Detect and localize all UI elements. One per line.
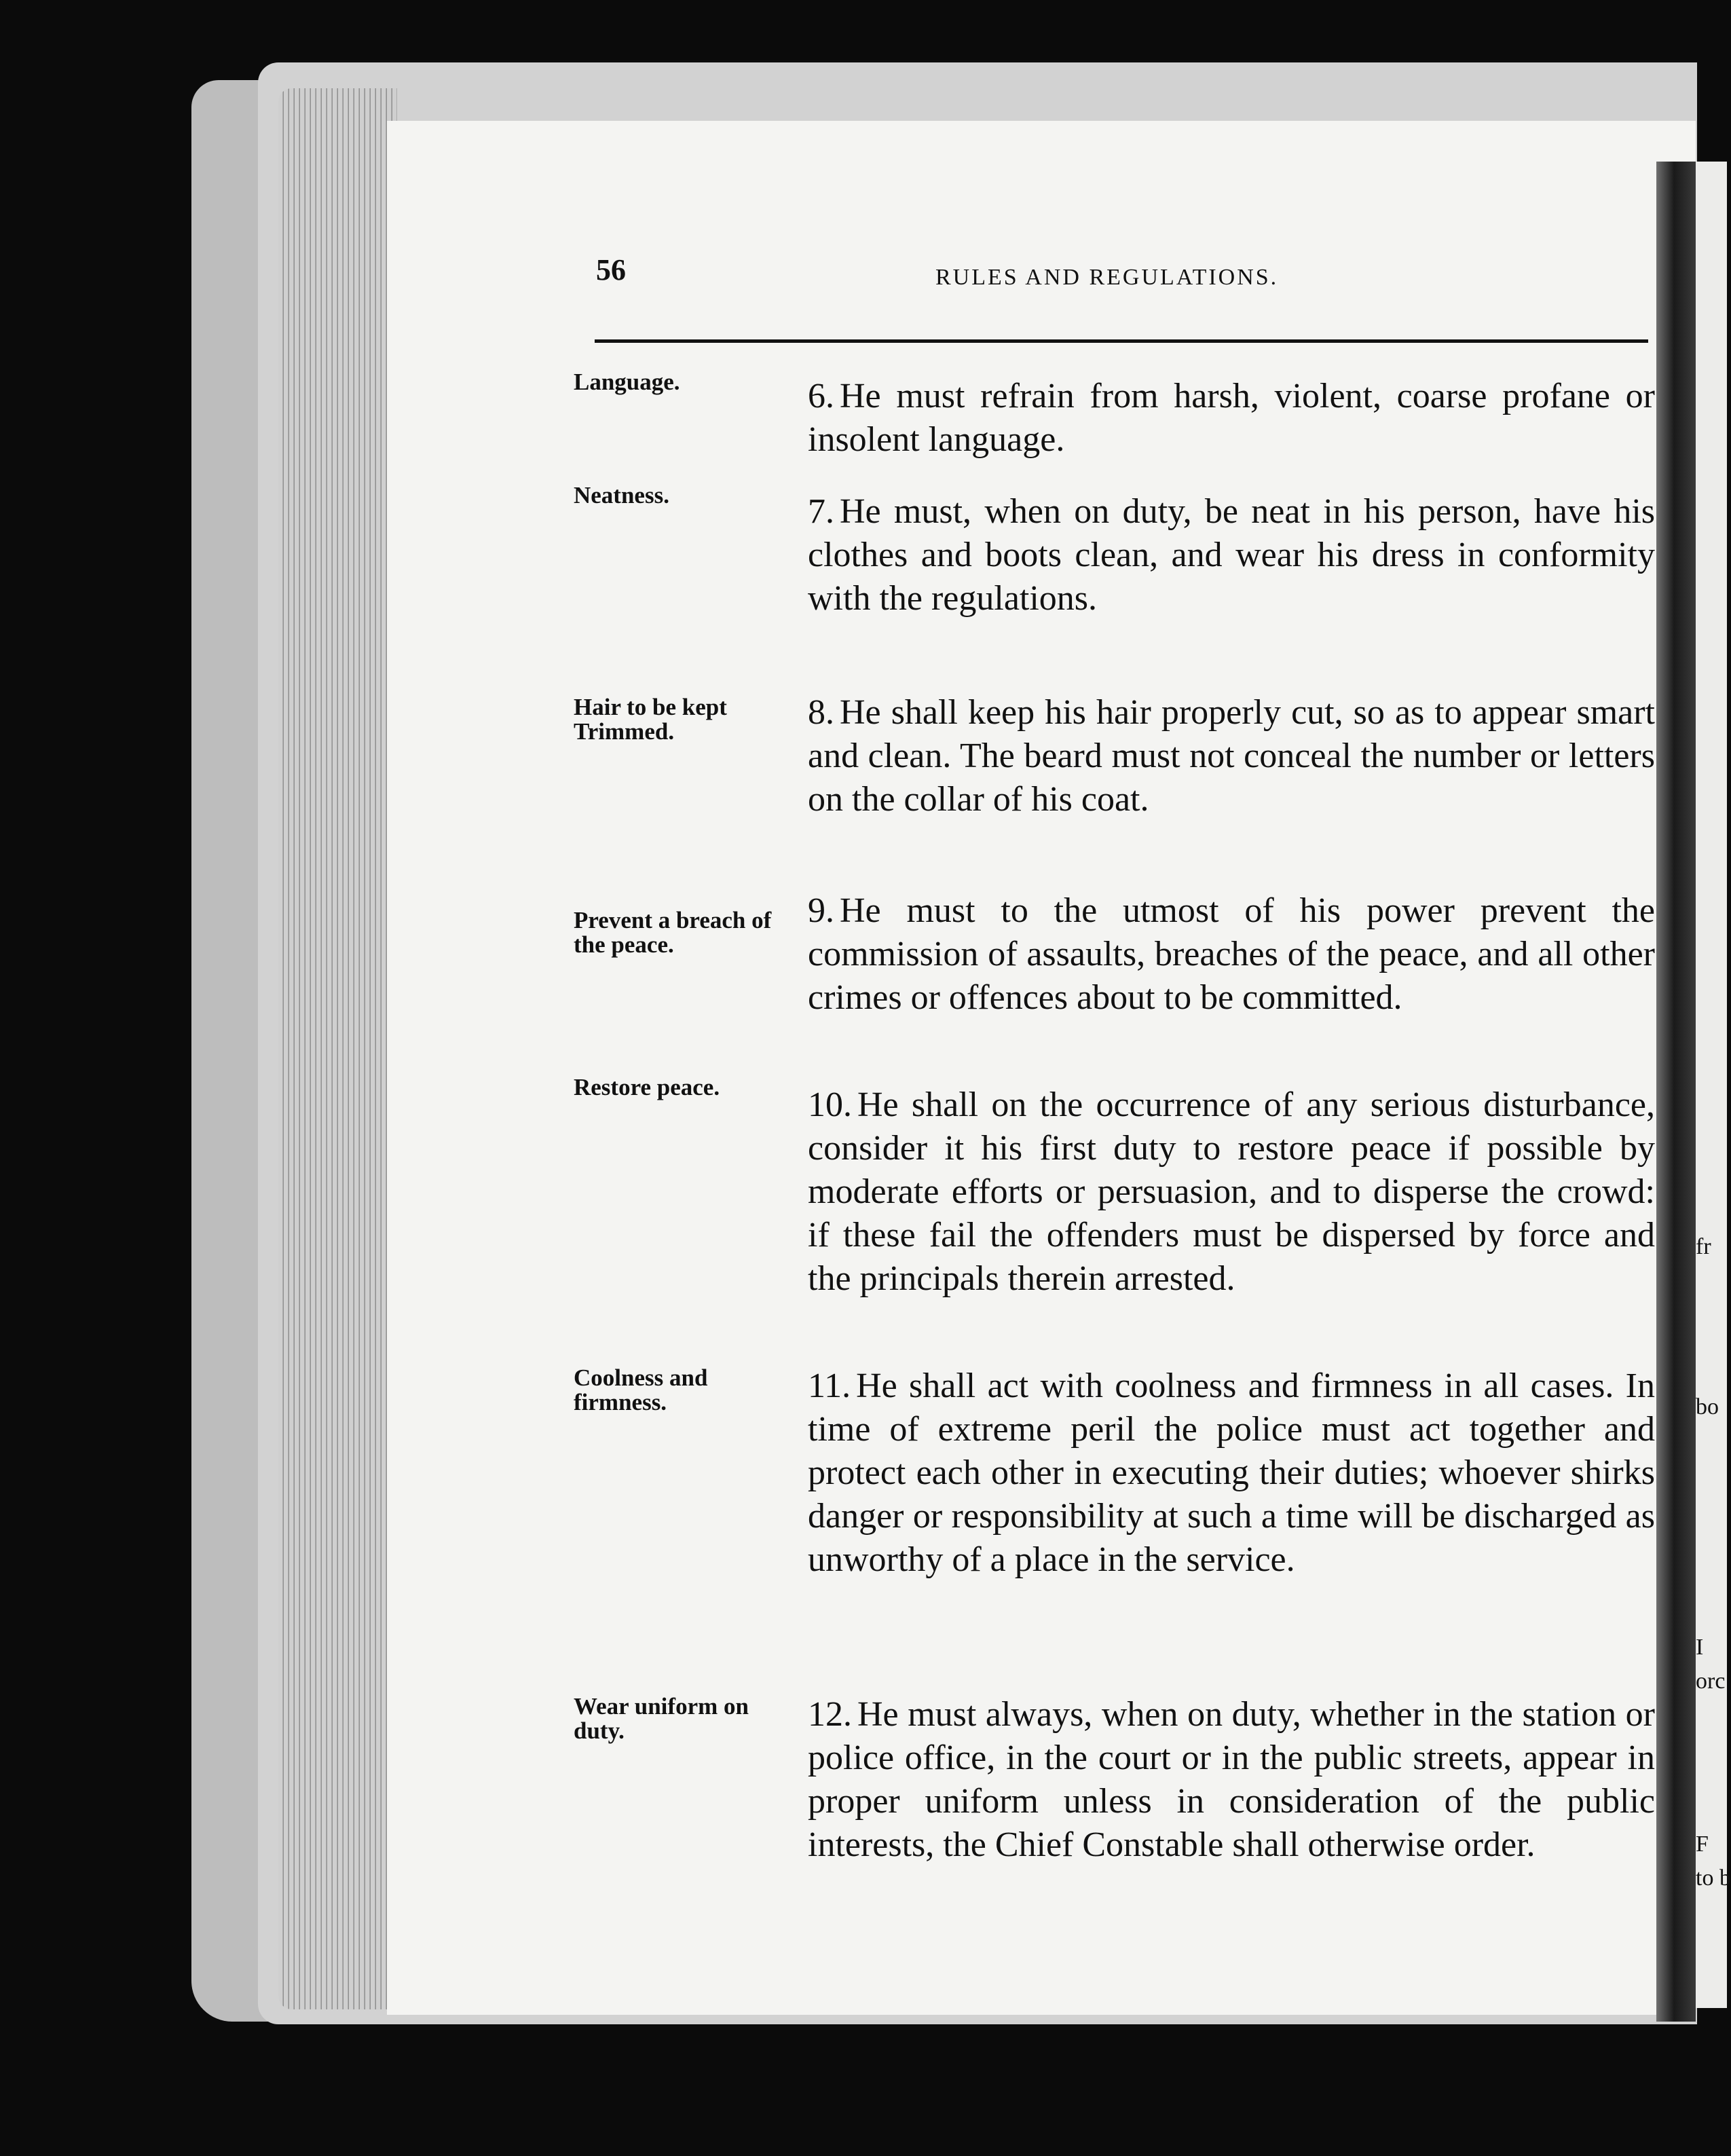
rule-number: 9.: [808, 891, 834, 930]
margin-note: Wear uniform on duty.: [574, 1693, 749, 1744]
running-title: RULES AND REGULATIONS.: [935, 265, 1279, 290]
rule-number: 10.: [808, 1085, 852, 1124]
margin-note: Language.: [574, 369, 680, 395]
rule-paragraph: [808, 691, 1655, 821]
page-edges: [278, 88, 397, 2009]
rule-paragraph: [808, 375, 1655, 462]
next-page-fragment: orc: [1696, 1669, 1726, 1694]
rule-paragraph: [808, 490, 1655, 620]
margin-note: Restore peace.: [574, 1074, 720, 1100]
page-header: [596, 250, 1641, 297]
next-page-fragment: bo: [1696, 1394, 1719, 1419]
next-page-fragment: fr: [1696, 1234, 1711, 1259]
rule-number: 6.: [808, 377, 834, 415]
rule-number: 12.: [808, 1695, 852, 1734]
margin-note: Hair to be kept Trimmed.: [574, 694, 727, 745]
margin-note: Neatness.: [574, 482, 669, 508]
margin-note: Prevent a breach of the peace.: [574, 907, 772, 958]
rule-text: He must to the utmost of his power prevent the commission of assaults, breaches of the peace, and all other crimes or offences about to be committed.: [808, 891, 1655, 1017]
book-gutter: [1656, 162, 1696, 2022]
header-rule: [595, 339, 1648, 343]
rule-text: He shall on the occurrence of any serious disturbance, consider it his first duty to restore peace if possible by moderate efforts or persuasion, and to disperse the crowd: if these fail the offenders must be dispersed by force and the principals therein arrested.: [808, 1085, 1655, 1298]
rule-text: He must always, when on duty, whether in the station or police office, in the court or in the public streets, appear in proper uniform unless in consideration of the public interests, the Chief Constable shall otherwise order.: [808, 1695, 1655, 1864]
rule-number: 7.: [808, 492, 834, 531]
margin-note: Coolness and firmness.: [574, 1364, 708, 1415]
next-page-fragment: F: [1696, 1832, 1709, 1857]
rule-text: He shall keep his hair properly cut, so as to appear smart and clean. The beard must not conceal the number or letters on the collar of his coat.: [808, 693, 1655, 819]
next-page-edge: [1696, 162, 1731, 2008]
rule-text: He shall act with coolness and firmness in all cases. In time of extreme peril the police must act together and protect each other in executing their duties; whoever shirks danger or responsibility at such a time will be discharged as unworthy of a place in the service.: [808, 1367, 1655, 1579]
rule-number: 11.: [808, 1367, 851, 1405]
page-number: 56: [596, 253, 626, 286]
rule-paragraph: [808, 1693, 1655, 1867]
next-page-fragment: to b: [1696, 1865, 1731, 1891]
rule-paragraph: [808, 1364, 1655, 1582]
next-page-fragment: I: [1696, 1635, 1704, 1660]
rule-text: He must refrain from harsh, violent, coarse profane or insolent language.: [808, 377, 1655, 459]
rule-number: 8.: [808, 693, 834, 732]
rule-paragraph: [808, 889, 1655, 1020]
rule-paragraph: [808, 1083, 1655, 1301]
rule-text: He must, when on duty, be neat in his person, have his clothes and boots clean, and wear his dress in conformity with the regulations.: [808, 492, 1655, 618]
